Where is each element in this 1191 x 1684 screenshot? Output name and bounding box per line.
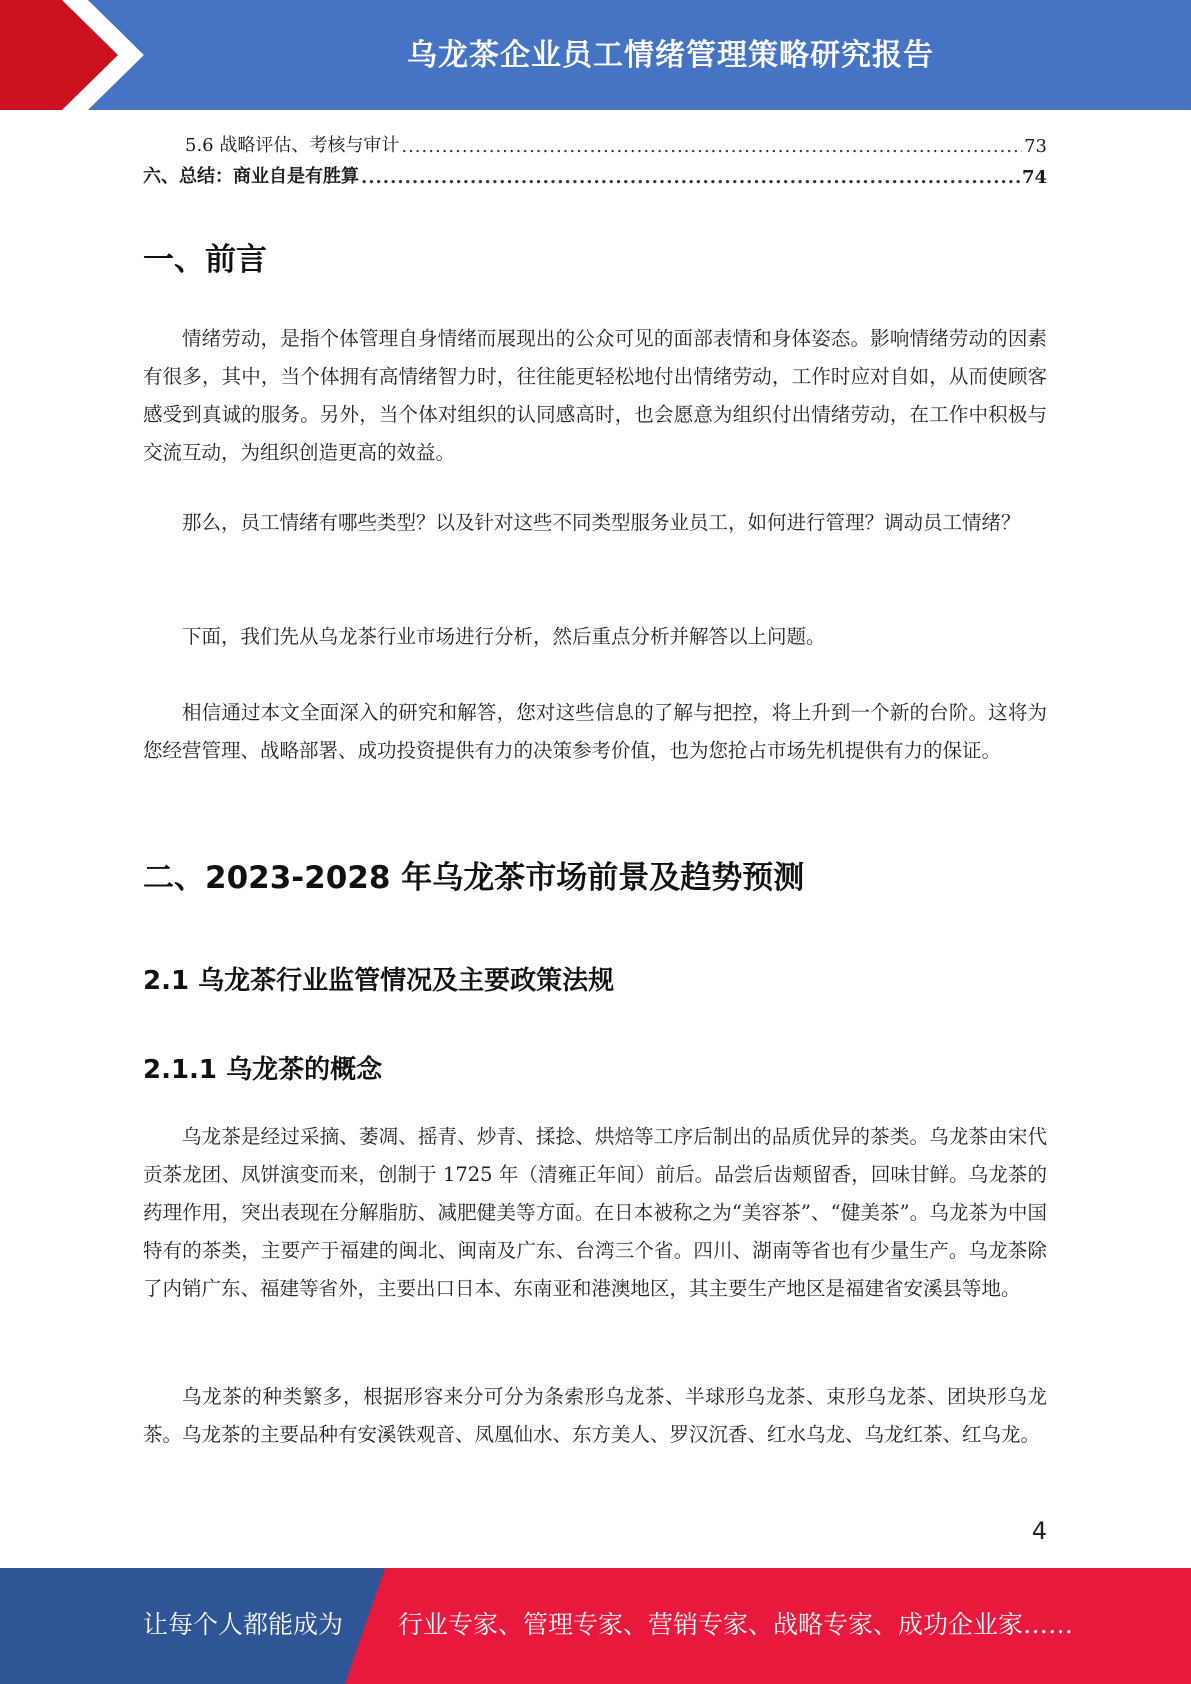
toc-entry-page: 74 <box>1021 167 1047 188</box>
footer-banner <box>0 1568 1191 1684</box>
preface-heading: 一、前言 <box>143 242 267 278</box>
toc-entry[interactable] <box>143 162 1047 188</box>
preface-paragraph: 相信通过本文全面深入的研究和解答，您对这些信息的了解与把控，将上升到一个新的台阶。这将为您经营管理、战略部署、成功投资提供有力的决策参考价值，也为您抢占市场先机提供有力的保证。 <box>143 701 1047 762</box>
toc-leader-dots <box>361 167 1020 188</box>
toc-entry-label: 六、总结：商业自是有胜算 <box>143 166 359 187</box>
report-title: 乌龙茶企业员工情绪管理策略研究报告 <box>407 38 934 73</box>
preface-paragraph: 那么，员工情绪有哪些类型？以及针对这些不同类型服务业员工，如何进行管理？调动员工情绪？ <box>182 511 1021 534</box>
subsection-heading: 2.1.1 乌龙茶的概念 <box>143 1055 383 1085</box>
toc-entry[interactable] <box>185 131 1047 157</box>
concept-paragraph: 乌龙茶的种类繁多，根据形容来分可分为条索形乌龙茶、半球形乌龙茶、束形乌龙茶、团块形乌龙茶。乌龙茶的主要品种有安溪铁观音、凤凰仙水、东方美人、罗汉沉香、红水乌龙、乌龙红茶、红乌龙。 <box>143 1385 1047 1446</box>
toc-entry-label: 5.6 战略评估、考核与审计 <box>185 135 400 156</box>
toc-entry-page: 73 <box>1024 136 1047 157</box>
header-arrow-decoration <box>0 0 160 110</box>
preface-paragraph: 情绪劳动，是指个体管理自身情绪而展现出的公众可见的面部表情和身体姿态。影响情绪劳动的因素有很多，其中，当个体拥有高情绪智力时，往往能更轻松地付出情绪劳动，工作时应对自如，从而使顾客感受到真诚的服务。另外，当个体对组织的认同感高时，也会愿意为组织付出情绪劳动，在工作中积极与交流互动，为组织创造更高的效益。 <box>143 327 1047 464</box>
toc-leader-dots <box>401 136 1022 157</box>
footer-slogan-right: 行业专家、管理专家、营销专家、战略专家、成功企业家…… <box>398 1610 1074 1639</box>
header-banner <box>0 0 1191 110</box>
page-number: 4 <box>1031 1517 1047 1545</box>
chapter-heading: 二、2023-2028 年乌龙茶市场前景及趋势预测 <box>143 860 805 896</box>
concept-paragraph: 乌龙茶是经过采摘、萎凋、摇青、炒青、揉捻、烘焙等工序后制出的品质优异的茶类。乌龙茶由宋代贡茶龙团、凤饼演变而来，创制于 1725 年（清雍正年间）前后。品尝后齿颊留香，回味甘鲜。乌龙茶的药理作用，突出表现在分解脂肪、减肥健美等方面。在日本被称之为“美容茶”、“健美茶”。乌龙茶为中国特有的茶类，主要产于福建的闽北、闽南及广东、台湾三个省。四川、湖南等省也有少量生产。乌龙茶除了内销广东、福建等省外，主要出口日本、东南亚和港澳地区，其主要生产地区是福建省安溪县等地。 <box>143 1125 1047 1300</box>
section-heading: 2.1 乌龙茶行业监管情况及主要政策法规 <box>143 966 615 996</box>
footer-slogan-left: 让每个人都能成为 <box>143 1610 344 1639</box>
preface-paragraph: 下面，我们先从乌龙茶行业市场进行分析，然后重点分析并解答以上问题。 <box>182 625 826 648</box>
